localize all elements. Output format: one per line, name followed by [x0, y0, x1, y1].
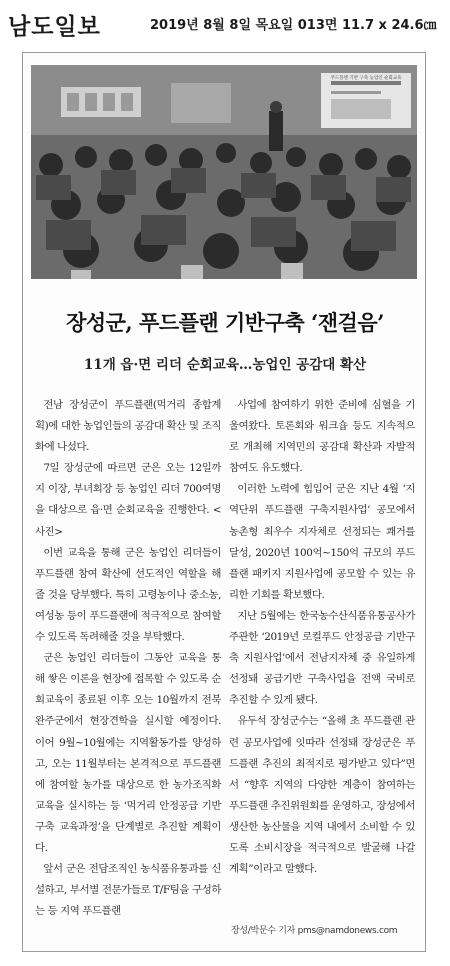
- paragraph: 유두석 장성군수는 “올해 초 푸드플랜 관련 공모사업에 잇따라 선정돼 장성군은 푸드플랜 추진의 최적지로 평가받고 있다”면서 “향후 지역의 다양한 계층이 참여하는 푸드플랜 추진위원회를 운영하고, 장성에서 생산한 농산물을 지역 내에서 소비할 수 있도록 소비시장을 적극적으로 발굴해 나갈 계획”이라고 말했다.: [229, 715, 415, 876]
- article-column-left: [35, 395, 221, 922]
- photo-banner-text: 푸드플랜 기반 구축 농업인 순회교육: [330, 76, 402, 81]
- article-column-right: [229, 395, 415, 880]
- paragraph: 앞서 군은 전담조직인 농식품유통과를 신설하고, 부서별 전문가들로 T/F팀을 구성하는 등 지역 푸드플랜: [35, 863, 221, 918]
- newspaper-name: 남도일보: [8, 14, 101, 40]
- paragraph: 사업에 참여하기 위한 준비에 심혈을 기울여왔다. 토론회와 워크숍 등도 지속적으로 개최해 지역민의 공감대 확산과 자발적 참여도 유도했다.: [229, 399, 415, 475]
- paragraph: 이번 교육을 통해 군은 농업인 리더들이 푸드플랜 참여 확산에 선도적인 역할을 해줄 것을 당부했다. 특히 고령농이나 중소농, 여성농 등이 푸드플랜에 적극적으로 참여할 수 있도록 독려해줄 것을 부탁했다.: [35, 546, 221, 644]
- article-photo: [31, 65, 417, 279]
- article-byline: 장성/박문수 기자 pms@namdonews.com: [231, 926, 398, 936]
- seminar-audience-image: [31, 65, 417, 279]
- issue-info: 2019년 8월 8일 목요일 013면 11.7 x 24.6㎝: [150, 18, 437, 33]
- paragraph: 전남 장성군이 푸드플랜(먹거리 종합계획)에 대한 농업인들의 공감대 확산 및 조직화에 나섰다.: [35, 399, 221, 454]
- paragraph: 이러한 노력에 힘입어 군은 지난 4월 ‘지역단위 푸드플랜 구축지원사업’ 공모에서 농촌형 최우수 지자체로 선정되는 쾌거를 달성, 2020년 100억~150억 규모의 푸드플랜 패키지 지원사업에 공모할 수 있는 유리한 기회를 확보했다.: [229, 483, 415, 601]
- paragraph: 지난 5월에는 한국농수산식품유통공사가 주관한 ‘2019년 로컬푸드 안정공급 기반구축 지원사업’에서 전남지자체 중 유일하게 선정돼 공급기반 구축사업을 전액 국비로 추진할 수 있게 됐다.: [229, 609, 415, 707]
- masthead: [0, 0, 450, 44]
- paragraph: 7일 장성군에 따르면 군은 오는 12일까지 이장, 부녀회장 등 농업인 리더 700여명을 대상으로 읍·면 순회교육을 진행한다. <사진>: [35, 462, 221, 538]
- article-headline: 장성군, 푸드플랜 기반구축 ‘잰걸음’: [66, 310, 384, 335]
- article-subhead: 11개 읍·면 리더 순회교육…농업인 공감대 확산: [83, 357, 367, 373]
- paragraph: 군은 농업인 리더들이 그동안 교육을 통해 쌓은 이론을 현장에 접목할 수 있도록 순회교육이 종료된 이후 오는 10월까지 전북 완주군에서 현장견학을 실시할 예정이다. 이어 9월~10월에는 지역활동가를 양성하고, 오는 11월부터는 본격적으로 푸드플랜에 참여할 농가를 대상으로 한 농가조직화 교육을 실시하는 등 ‘먹거리 안정공급 기반구축 교육과정’을 단계별로 추진할 계획이다.: [35, 652, 221, 854]
- article-clipping: [22, 52, 426, 952]
